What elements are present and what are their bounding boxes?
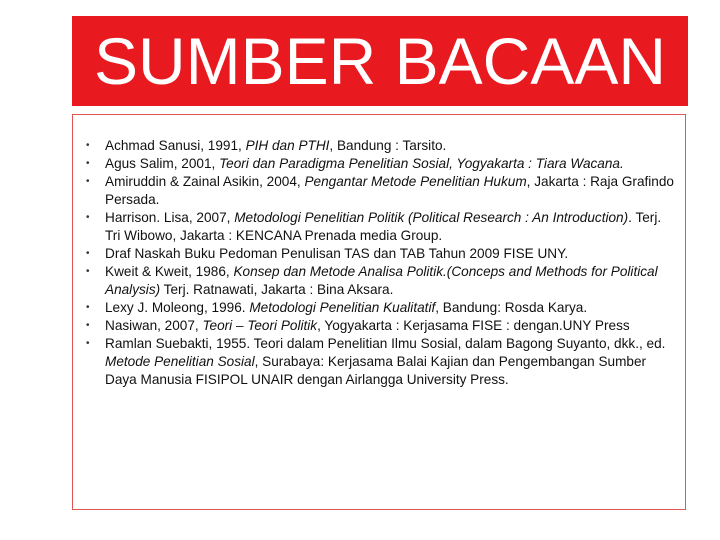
reference-text: Amiruddin & Zainal Asikin, 2004, — [105, 174, 305, 189]
reference-text: . Terj. Tri Wibowo, Jakarta : KENCANA Prenada media Group. — [105, 210, 662, 243]
references-box — [72, 114, 686, 510]
reference-text: Harrison. Lisa, 2007, — [105, 210, 235, 225]
reference-text: Terj. Ratnawati, Jakarta : Bina Aksara. — [160, 282, 394, 297]
reference-title: Metode Penelitian Sosial — [105, 354, 255, 369]
reference-title: Pengantar Metode Penelitian Hukum — [304, 174, 527, 189]
list-item — [73, 137, 685, 155]
reference-text: Ramlan Suebakti, 1955. Teori dalam Penelitian Ilmu Sosial, dalam Bagong Suyanto, dkk., ed. — [105, 336, 666, 351]
reference-text: Achmad Sanusi, 1991, — [105, 138, 246, 153]
reference-text: Draf Naskah Buku Pedoman Penulisan TAS dan TAB Tahun 2009 FISE UNY. — [105, 246, 569, 261]
reference-text: Kweit & Kweit, 1986, — [105, 264, 234, 279]
reference-text: , Surabaya: Kerjasama Balai Kajian dan Pengembangan Sumber Daya Manusia FISIPOL UNAIR dengan Airlangga University Press. — [105, 354, 647, 387]
reference-text: , Bandung: Rosda Karya. — [435, 300, 588, 315]
list-item — [73, 299, 685, 317]
bullet-icon: • — [86, 158, 90, 169]
reference-title: Konsep dan Metode Analisa Politik.(Conceps and Methods for Political Analysis) — [105, 264, 658, 297]
list-item — [73, 209, 685, 245]
bullet-icon: • — [86, 302, 90, 313]
list-item — [73, 173, 685, 209]
reference-text: , Bandung : Tarsito. — [329, 138, 447, 153]
bullet-icon: • — [86, 320, 90, 331]
list-item — [73, 245, 685, 263]
list-item — [73, 263, 685, 299]
list-item — [73, 335, 685, 389]
list-item — [73, 317, 685, 335]
reference-title: Teori – Teori Politik — [202, 318, 318, 333]
reference-text: , Yogyakarta : Kerjasama FISE : dengan.UNY Press — [317, 318, 630, 333]
bullet-icon: • — [86, 140, 90, 151]
title-banner — [72, 16, 688, 106]
bullet-icon: • — [86, 266, 90, 277]
reference-text: Agus Salim, 2001, — [105, 156, 220, 171]
bullet-icon: • — [86, 248, 90, 259]
page-title: SUMBER BACAAN — [93, 24, 667, 98]
bullet-icon: • — [86, 212, 90, 223]
reference-text: Lexy J. Moleong, 1996. — [105, 300, 250, 315]
reference-text: , Jakarta : Raja Grafindo Persada. — [105, 174, 674, 207]
reference-title: Metodologi Penelitian Politik (Political Research : An Introduction) — [234, 210, 629, 225]
reference-title: Metodologi Penelitian Kualitatif — [249, 300, 436, 315]
list-item — [73, 155, 685, 173]
reference-text: Nasiwan, 2007, — [105, 318, 203, 333]
bullet-icon: • — [86, 176, 90, 187]
reference-title: PIH dan PTHI — [245, 138, 330, 153]
bullet-icon: • — [86, 338, 90, 349]
reference-list — [73, 137, 685, 389]
reference-title: Teori dan Paradigma Penelitian Sosial, Yogyakarta : Tiara Wacana. — [219, 156, 624, 171]
